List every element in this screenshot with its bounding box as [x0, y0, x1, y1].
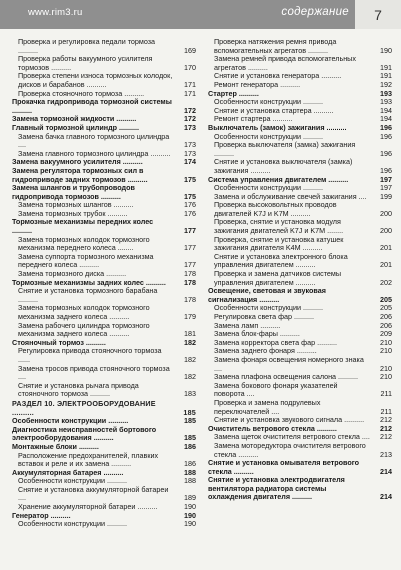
page-header — [0, 0, 401, 29]
toc-entry-page: 205 — [380, 303, 392, 313]
toc-entry-title: Замена тормозных колодок тормозного механизма заднего колеса .......... — [18, 303, 150, 321]
toc-entry-page: 210 — [380, 346, 392, 356]
toc-entry-page: 177 — [184, 260, 196, 270]
toc-entry-page: 210 — [380, 337, 392, 347]
toc-entry-title: Система управления двигателем .......... — [208, 174, 349, 184]
toc-entry-title: Особенности конструкции .......... — [214, 303, 323, 313]
toc-entry — [8, 322, 196, 339]
site-url: www.rim3.ru — [28, 7, 83, 18]
toc-entry-page: 191 — [380, 71, 392, 81]
toc-entry-title: Прокачка гидропривода тормозной системы .......... — [12, 97, 172, 115]
toc-chapter-entry — [8, 98, 196, 115]
toc-entry-page: 191 — [380, 62, 392, 72]
toc-entry-page: 171 — [184, 88, 196, 98]
toc-entry-page: 200 — [380, 226, 392, 236]
toc-entry — [204, 38, 392, 55]
toc-entry-page: 209 — [380, 329, 392, 339]
toc-entry-title: Замена и обслуживание свечей зажигания .... — [214, 191, 367, 201]
toc-entry-title: Замена бачка главного тормозного цилиндра .... — [18, 131, 170, 150]
toc-entry-title: Снятие и установка электронного блока управления двигателем .......... — [214, 251, 348, 270]
toc-entry-title: Замена ремней привода вспомогательных агрегатов .......... — [214, 54, 356, 72]
toc-entry-title: Снятие и установка электродвигателя вентилятора радиатора системы охлаждения двигателя .......... — [208, 475, 345, 502]
toc-entry-title: Особенности конструкции .......... — [214, 97, 323, 107]
toc-entry-page: 196 — [380, 148, 392, 158]
toc-entry — [204, 236, 392, 253]
toc-section-heading — [8, 400, 196, 417]
toc-entry-page: 194 — [380, 105, 392, 115]
toc-entry-title: Выключатель (замок) зажигания .......... — [208, 122, 347, 132]
toc-entry-title: Снятие и установка звукового сигнала .......... — [214, 415, 365, 425]
toc-entry-title: Замена суппорта тормозного механизма переднего колеса .......... — [18, 251, 154, 270]
toc-chapter-entry — [8, 426, 196, 443]
toc-entry — [204, 356, 392, 373]
toc-entry-page: 192 — [380, 79, 392, 89]
toc-entry-page: 212 — [380, 415, 392, 425]
toc-entry — [204, 201, 392, 218]
toc-entry — [8, 452, 196, 469]
toc-entry-page: 172 — [184, 105, 196, 115]
toc-entry — [204, 253, 392, 270]
toc-entry — [204, 442, 392, 459]
toc-chapter-entry — [8, 218, 196, 235]
toc-entry-page: 185 — [184, 416, 196, 426]
toc-entry-page: 189 — [184, 493, 196, 503]
toc-entry-title: Проверка степени износа тормозных колодок, дисков и барабанов .......... — [18, 71, 173, 89]
toc-entry-title: Замена бокового фонаря указателей поворота .... — [214, 380, 338, 399]
toc-entry-title: Проверка, снятие и установка катушек зажигания двигателя K4M .......... — [214, 234, 344, 253]
toc-entry-title: Замена фонаря освещения номерного знака .... — [214, 354, 364, 373]
toc-entry-page: 196 — [380, 122, 392, 132]
toc-entry-title: Проверка высоковольтных проводов двигателей K7J и K7M .......... — [214, 200, 337, 218]
toc-entry-page: 201 — [380, 260, 392, 270]
toc-entry-title: Очиститель ветрового стекла .......... — [208, 423, 337, 433]
toc-entry-page: 211 — [380, 406, 392, 416]
toc-entry-title: Проверка и замена датчиков системы управления двигателем .......... — [214, 269, 342, 287]
toc-entry — [204, 270, 392, 287]
toc-entry-page: 173 — [184, 140, 196, 150]
toc-entry — [204, 218, 392, 235]
toc-entry-page: 176 — [184, 208, 196, 218]
toc-entry-page: 188 — [184, 476, 196, 486]
toc-entry-title: Снятие и установка аккумуляторной батареи .... — [18, 484, 169, 503]
toc-entry-page: 173 — [184, 148, 196, 158]
toc-entry-title: Расположение предохранителей, плавких вставок и реле и их замена .......... — [18, 450, 159, 469]
toc-entry-page: 186 — [184, 441, 196, 451]
section-title: содержание — [281, 6, 349, 18]
toc-entry-page: 193 — [380, 88, 392, 98]
toc-entry-title: Замена шлангов и трубопроводов гидропривода тормозов .......... — [12, 183, 135, 201]
toc-entry-title: Особенности конструкции .......... — [214, 183, 323, 193]
toc-entry-title: Стартер .......... — [208, 88, 259, 98]
toc-entry-page: 169 — [184, 45, 196, 55]
toc-entry — [204, 382, 392, 399]
toc-entry-page: 186 — [184, 459, 196, 469]
toc-entry-title: Замена тормозных колодок тормозного механизма переднего колеса ........ — [18, 234, 150, 253]
toc-entry-page: 181 — [184, 329, 196, 339]
toc-entry-title: Замена тормозного диска .......... — [18, 269, 127, 279]
toc-entry-page: 179 — [184, 312, 196, 321]
toc-entry-title: Тормозные механизмы задних колес .......... — [12, 277, 166, 287]
toc-entry-page: 206 — [380, 312, 392, 321]
toc-chapter-entry — [204, 476, 392, 502]
toc-entry-page: 210 — [380, 363, 392, 373]
toc-chapter-entry — [8, 184, 196, 201]
toc-entry-page: 176 — [184, 200, 196, 210]
toc-entry — [8, 133, 196, 150]
toc-entry-page: 172 — [184, 114, 196, 124]
toc-entry-title: Особенности конструкции .......... — [12, 416, 129, 426]
toc-entry-title: Замена заднего фонаря .......... — [214, 346, 317, 356]
toc-entry — [204, 55, 392, 72]
toc-entry-title: Регулировка света фар .......... — [214, 312, 315, 321]
toc-entry-title: Замена тормозных трубок .......... — [18, 208, 128, 218]
toc-entry-page: 182 — [184, 354, 196, 364]
toc-chapter-entry — [8, 167, 196, 184]
toc-entry-page: 170 — [184, 62, 196, 72]
toc-entry — [8, 347, 196, 364]
toc-entry — [8, 287, 196, 304]
toc-entry-title: Проверка и регулировка педали тормоза .......... — [18, 37, 156, 55]
toc-entry-page: 190 — [380, 45, 392, 55]
toc-entry-page: 188 — [184, 467, 196, 477]
toc-entry-page: 211 — [380, 389, 392, 399]
toc-entry-title: Особенности конструкции .......... — [18, 476, 127, 486]
toc-entry-page: 183 — [184, 389, 196, 399]
toc-entry-title: Снятие и установка стартера .......... — [214, 105, 334, 115]
toc-entry-title: Замена тормозной жидкости .......... — [12, 114, 137, 124]
toc-entry-title: Замена главного тормозного цилиндра .......... — [18, 148, 171, 158]
toc-entry-title: Снятие и установка рычага привода стояночного тормоза .......... — [18, 380, 139, 399]
toc-entry-title: Снятие и установка омывателя ветрового стекла .......... — [208, 458, 360, 476]
toc-entry-title: Снятие и установка тормозного барабана .......... — [18, 286, 158, 304]
toc-entry-title: Стояночный тормоз .......... — [12, 337, 106, 347]
toc-entry-title: Ремонт генератора .......... — [214, 79, 301, 89]
toc-entry-page: 174 — [184, 157, 196, 167]
toc-entry-title: Замена тормозных шлангов .......... — [18, 200, 134, 210]
toc-entry-page: 196 — [380, 131, 392, 141]
toc-entry-title: Тормозные механизмы передних колес .......... — [12, 217, 154, 236]
toc-entry — [204, 141, 392, 158]
toc-entry-title: Замена блок-фары .......... — [214, 329, 300, 339]
toc-entry-title: Замена вакуумного усилителя .......... — [12, 157, 143, 167]
toc-entry-title: Регулировка привода стояночного тормоза ...... — [18, 346, 162, 364]
toc-entry-page: 171 — [184, 79, 196, 89]
toc-entry-page: 201 — [380, 243, 392, 253]
toc-entry-page: 213 — [380, 449, 392, 459]
toc-entry — [8, 72, 196, 89]
toc-entry-title: Проверка, снятие и установка модуля зажигания двигателей K7J и K7M ........ — [214, 217, 344, 236]
page-number: 7 — [355, 0, 401, 29]
toc-chapter-entry — [204, 459, 392, 476]
toc-entry-page: 206 — [380, 320, 392, 330]
toc-entry — [8, 55, 196, 72]
toc-entry-page: 182 — [184, 372, 196, 382]
toc-entry-title: Замена корректора света фар .......... — [214, 337, 338, 347]
toc-entry-page: 212 — [380, 423, 392, 433]
toc-entry — [204, 158, 392, 175]
toc-entry-title: Проверка стояночного тормоза .......... — [18, 88, 145, 98]
toc-entry-page: 190 — [184, 519, 196, 529]
toc-entry-title: Монтажные блоки .......... — [12, 441, 99, 451]
toc-entry-title: Замена щеток очистителя ветрового стекла .... — [214, 432, 370, 442]
toc-entry — [8, 304, 196, 321]
toc-entry-page: 190 — [184, 510, 196, 520]
toc-entry-page: 178 — [184, 269, 196, 279]
toc-entry-title: Аккумуляторная батарея .......... — [12, 467, 124, 477]
toc-entry-page: 200 — [380, 208, 392, 218]
toc-chapter-entry — [204, 287, 392, 304]
toc-entry-page: 185 — [184, 433, 196, 443]
toc-entry — [204, 399, 392, 416]
toc-entry-page: 182 — [184, 337, 196, 347]
toc-entry-page: 178 — [184, 277, 196, 287]
toc-entry — [8, 236, 196, 253]
toc-entry-page: 175 — [184, 174, 196, 184]
toc-entry-title: Ремонт стартера .......... — [214, 114, 293, 124]
toc-column-right — [204, 38, 392, 502]
toc-entry-title: Особенности конструкции .......... — [18, 519, 127, 529]
toc-column-left — [8, 38, 196, 529]
toc-entry-page: 205 — [380, 294, 392, 304]
toc-entry-title: Особенности конструкции .......... — [214, 131, 323, 141]
toc-entry-page: 214 — [380, 492, 392, 502]
toc-entry-title: Снятие и установка выключателя (замка) зажигания .......... — [214, 157, 353, 175]
toc-entry-page: 214 — [380, 466, 392, 476]
toc-entry-title: Замена моторедуктора очистителя ветрового стекла .......... — [214, 440, 366, 459]
toc-entry — [8, 365, 196, 382]
toc-entry-title: Замена плафона освещения салона .......... — [214, 372, 359, 382]
toc-entry-page: 173 — [184, 122, 196, 132]
toc-entry-page: 193 — [380, 97, 392, 107]
toc-entry-page: 175 — [184, 191, 196, 201]
toc-entry-page: 210 — [380, 372, 392, 382]
toc-entry — [8, 38, 196, 55]
toc-entry-title: Проверка выключателя (замка) зажигания .......... — [214, 140, 356, 158]
toc-entry — [8, 382, 196, 399]
toc-entry-title: Замена регулятора тормозных сил в гидроприводе задних тормозов .......... — [12, 165, 148, 184]
toc-entry-page: 196 — [380, 165, 392, 175]
toc-entry-title: Замена тросов привода стояночного тормоза .... — [18, 363, 170, 382]
toc-entry — [8, 253, 196, 270]
toc-entry-title: Освещение, световая и звуковая сигнализация .......... — [208, 286, 326, 304]
toc-entry-page: 212 — [380, 432, 392, 442]
toc-entry-title: Диагностика неисправностей бортового электрооборудования .......... — [12, 424, 157, 443]
toc-entry-page: 202 — [380, 277, 392, 287]
toc-entry-page: 177 — [184, 243, 196, 253]
toc-entry-page: 197 — [380, 183, 392, 193]
toc-entry-title: Проверка натяжения ремня привода вспомогательных агрегатов .......... — [214, 37, 337, 55]
toc-entry-title: Снятие и установка генератора .......... — [214, 71, 342, 81]
toc-entry-title: Генератор .......... — [12, 510, 71, 520]
toc-entry — [8, 520, 196, 529]
toc-entry-page: 194 — [380, 114, 392, 124]
toc-entry-page: 199 — [380, 191, 392, 201]
toc-entry-title: РАЗДЕЛ 10. ЭЛЕКТРООБОРУДОВАНИЕ .......... — [12, 398, 156, 417]
toc-entry-title: Замена рабочего цилиндра тормозного механизма заднего колеса .......... — [18, 320, 150, 339]
toc-entry-page: 185 — [183, 407, 196, 417]
toc-entry-title: Проверка и замена подрулевых переключателей .... — [214, 397, 321, 416]
toc-entry-page: 197 — [380, 174, 392, 184]
toc-entry-page: 178 — [184, 294, 196, 304]
toc-entry-title: Главный тормозной цилиндр .......... — [12, 122, 140, 132]
toc-entry-page: 190 — [184, 502, 196, 512]
toc-entry-page: 177 — [184, 226, 196, 236]
toc-entry — [8, 486, 196, 503]
toc-entry-title: Хранение аккумуляторной батареи .......... — [18, 502, 158, 512]
toc-entry-title: Замена ламп .......... — [214, 320, 281, 330]
toc-entry-title: Проверка работы вакуумного усилителя тормозов .......... — [18, 54, 153, 72]
